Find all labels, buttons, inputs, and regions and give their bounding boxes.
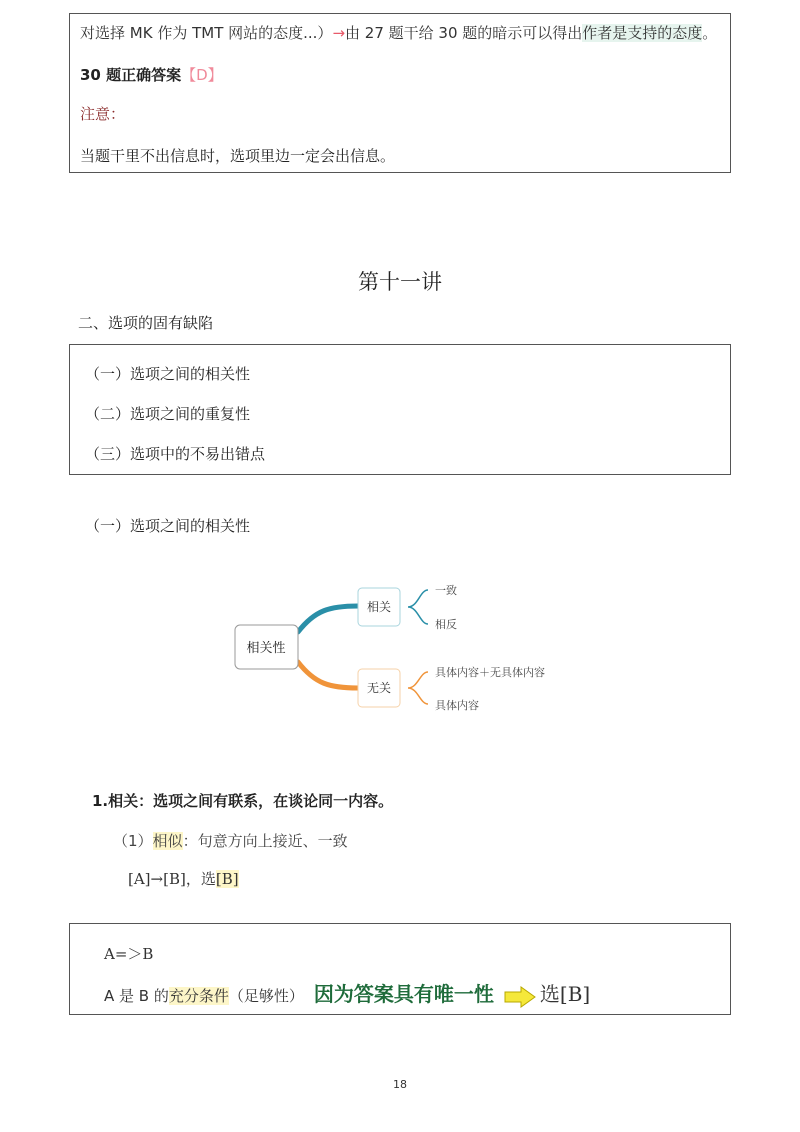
branch-node-unrelated-label: 无关 <box>366 681 392 695</box>
point-1-related: 1.相关：选项之间有联系，在谈论同一内容。 <box>92 792 394 810</box>
example-rule <box>128 868 239 889</box>
outline-item-2: （二）选项之间的重复性 <box>85 405 251 423</box>
logic-rest: （足够性） <box>228 987 304 1005</box>
right-arrow-icon: → <box>332 24 346 42</box>
logic-prefix: A 是 B 的 <box>104 987 169 1005</box>
top-line-2 <box>80 64 223 85</box>
correct-answer-label: 30 题正确答案 <box>80 66 182 84</box>
child-bracket-related <box>408 590 428 624</box>
point-1-similar <box>113 830 348 851</box>
branch-connector-unrelated <box>298 662 358 688</box>
outline-item-3: （三）选项中的不易出错点 <box>85 445 266 463</box>
top-line-1-mid: 由 27 题干给 30 题的暗示可以得出 <box>345 24 583 42</box>
example-rule-answer: [B] <box>215 870 239 888</box>
section-heading: 二、选项的固有缺陷 <box>78 314 214 332</box>
child-related-consistent: 一致 <box>435 584 457 597</box>
top-line-1-prefix: 对选择 MK 作为 TMT 网站的态度...） <box>80 24 333 42</box>
similar-prefix: （1） <box>113 832 153 850</box>
child-related-opposite: 相反 <box>435 618 457 631</box>
logic-line-1: A=＞B <box>104 945 154 963</box>
similar-highlight: 相似 <box>152 832 183 850</box>
root-node-label: 相关性 <box>246 641 286 656</box>
branch-node-related-label: 相关 <box>366 600 392 614</box>
child-unrelated-specific: 具体内容 <box>435 699 479 712</box>
top-line-1-end: 。 <box>702 24 718 42</box>
pick-answer: 选[B] <box>539 982 591 1006</box>
child-bracket-unrelated <box>408 672 428 704</box>
similar-rest: ：句意方向上接近、一致 <box>182 832 348 850</box>
relevance-mindmap <box>230 580 570 720</box>
note-text: 当题干里不出信息时，选项里边一定会出信息。 <box>80 147 396 165</box>
child-unrelated-mixed: 具体内容＋无具体内容 <box>435 666 545 679</box>
top-line-1-highlight: 作者是支持的态度 <box>582 24 703 42</box>
page-number: 18 <box>393 1078 407 1091</box>
correct-answer-value: 【D】 <box>181 66 223 84</box>
subheading: （一）选项之间的相关性 <box>85 517 251 535</box>
top-line-1 <box>80 22 717 43</box>
note-label: 注意： <box>80 105 126 123</box>
yellow-right-arrow-icon <box>504 986 536 1008</box>
outline-item-1: （一）选项之间的相关性 <box>85 365 251 383</box>
branch-connector-related <box>298 606 358 632</box>
logic-line-2 <box>104 978 590 1008</box>
sufficient-condition-highlight: 充分条件 <box>168 987 229 1005</box>
example-rule-text: [A]→[B]，选 <box>128 870 216 888</box>
lecture-title: 第十一讲 <box>358 270 442 294</box>
uniqueness-statement: 因为答案具有唯一性 <box>313 982 494 1006</box>
